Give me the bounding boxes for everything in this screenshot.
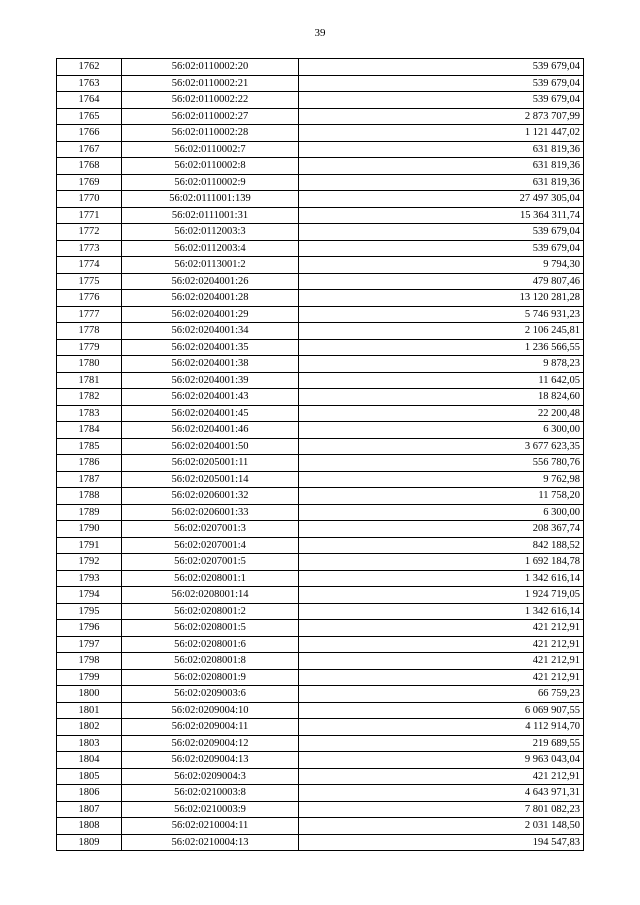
table-row — [57, 768, 584, 785]
cadastral-number-cell: 56:02:0208001:5 — [122, 620, 299, 637]
row-number-cell: 1807 — [57, 801, 122, 818]
row-number-cell: 1795 — [57, 603, 122, 620]
row-number-cell: 1791 — [57, 537, 122, 554]
cadastral-value-cell: 2 031 148,50 — [299, 818, 584, 835]
row-number-cell: 1804 — [57, 752, 122, 769]
cadastral-value-cell: 208 367,74 — [299, 521, 584, 538]
table-row — [57, 570, 584, 587]
row-number-cell: 1766 — [57, 125, 122, 142]
cadastral-number-cell: 56:02:0110002:28 — [122, 125, 299, 142]
cadastral-number-cell: 56:02:0208001:2 — [122, 603, 299, 620]
cadastral-value-cell: 6 300,00 — [299, 504, 584, 521]
table-row — [57, 273, 584, 290]
table-row — [57, 620, 584, 637]
cadastral-number-cell: 56:02:0204001:35 — [122, 339, 299, 356]
table-row — [57, 752, 584, 769]
cadastral-value-cell: 9 794,30 — [299, 257, 584, 274]
row-number-cell: 1788 — [57, 488, 122, 505]
row-number-cell: 1803 — [57, 735, 122, 752]
row-number-cell: 1798 — [57, 653, 122, 670]
table-row — [57, 521, 584, 538]
table-row — [57, 92, 584, 109]
row-number-cell: 1806 — [57, 785, 122, 802]
cadastral-number-cell: 56:02:0206001:33 — [122, 504, 299, 521]
row-number-cell: 1769 — [57, 174, 122, 191]
table-row — [57, 290, 584, 307]
table-row — [57, 339, 584, 356]
cadastral-value-cell: 15 364 311,74 — [299, 207, 584, 224]
row-number-cell: 1785 — [57, 438, 122, 455]
row-number-cell: 1772 — [57, 224, 122, 241]
row-number-cell: 1781 — [57, 372, 122, 389]
cadastral-value-cell: 556 780,76 — [299, 455, 584, 472]
table-row — [57, 158, 584, 175]
row-number-cell: 1787 — [57, 471, 122, 488]
cadastral-number-cell: 56:02:0112003:3 — [122, 224, 299, 241]
cadastral-value-cell: 6 069 907,55 — [299, 702, 584, 719]
cadastral-number-cell: 56:02:0204001:26 — [122, 273, 299, 290]
cadastral-number-cell: 56:02:0208001:8 — [122, 653, 299, 670]
cadastral-value-cell: 11 758,20 — [299, 488, 584, 505]
cadastral-number-cell: 56:02:0207001:3 — [122, 521, 299, 538]
cadastral-value-cell: 1 692 184,78 — [299, 554, 584, 571]
cadastral-value-cell: 539 679,04 — [299, 240, 584, 257]
table-row — [57, 207, 584, 224]
row-number-cell: 1768 — [57, 158, 122, 175]
cadastral-value-cell: 9 878,23 — [299, 356, 584, 373]
cadastral-value-cell: 539 679,04 — [299, 92, 584, 109]
table-row — [57, 224, 584, 241]
cadastral-value-table — [56, 58, 584, 851]
cadastral-number-cell: 56:02:0110002:7 — [122, 141, 299, 158]
cadastral-number-cell: 56:02:0209004:3 — [122, 768, 299, 785]
table-row — [57, 372, 584, 389]
row-number-cell: 1782 — [57, 389, 122, 406]
row-number-cell: 1797 — [57, 636, 122, 653]
cadastral-value-cell: 22 200,48 — [299, 405, 584, 422]
row-number-cell: 1799 — [57, 669, 122, 686]
cadastral-number-cell: 56:02:0204001:39 — [122, 372, 299, 389]
cadastral-value-cell: 27 497 305,04 — [299, 191, 584, 208]
cadastral-number-cell: 56:02:0209004:12 — [122, 735, 299, 752]
row-number-cell: 1776 — [57, 290, 122, 307]
table-row — [57, 59, 584, 76]
cadastral-number-cell: 56:02:0206001:32 — [122, 488, 299, 505]
cadastral-number-cell: 56:02:0110002:27 — [122, 108, 299, 125]
table-row — [57, 174, 584, 191]
cadastral-value-cell: 4 643 971,31 — [299, 785, 584, 802]
cadastral-number-cell: 56:02:0204001:28 — [122, 290, 299, 307]
table-row — [57, 422, 584, 439]
cadastral-value-cell: 421 212,91 — [299, 653, 584, 670]
cadastral-number-cell: 56:02:0208001:6 — [122, 636, 299, 653]
cadastral-value-cell: 421 212,91 — [299, 669, 584, 686]
table-row — [57, 125, 584, 142]
cadastral-value-cell: 13 120 281,28 — [299, 290, 584, 307]
table-row — [57, 801, 584, 818]
row-number-cell: 1764 — [57, 92, 122, 109]
table-row — [57, 471, 584, 488]
cadastral-number-cell: 56:02:0210003:9 — [122, 801, 299, 818]
row-number-cell: 1783 — [57, 405, 122, 422]
cadastral-value-cell: 219 689,55 — [299, 735, 584, 752]
row-number-cell: 1793 — [57, 570, 122, 587]
row-number-cell: 1780 — [57, 356, 122, 373]
cadastral-number-cell: 56:02:0207001:4 — [122, 537, 299, 554]
row-number-cell: 1775 — [57, 273, 122, 290]
row-number-cell: 1809 — [57, 834, 122, 851]
table-row — [57, 141, 584, 158]
table-row — [57, 669, 584, 686]
cadastral-value-cell: 631 819,36 — [299, 158, 584, 175]
table-row — [57, 504, 584, 521]
table-row — [57, 653, 584, 670]
row-number-cell: 1773 — [57, 240, 122, 257]
cadastral-number-cell: 56:02:0209004:11 — [122, 719, 299, 736]
cadastral-number-cell: 56:02:0208001:9 — [122, 669, 299, 686]
cadastral-number-cell: 56:02:0208001:14 — [122, 587, 299, 604]
cadastral-value-cell: 479 807,46 — [299, 273, 584, 290]
cadastral-value-cell: 842 188,52 — [299, 537, 584, 554]
table-row — [57, 405, 584, 422]
cadastral-number-cell: 56:02:0111001:139 — [122, 191, 299, 208]
cadastral-value-cell: 9 762,98 — [299, 471, 584, 488]
table-row — [57, 834, 584, 851]
table-row — [57, 455, 584, 472]
cadastral-number-cell: 56:02:0207001:5 — [122, 554, 299, 571]
cadastral-value-cell: 6 300,00 — [299, 422, 584, 439]
cadastral-value-cell: 1 342 616,14 — [299, 570, 584, 587]
cadastral-number-cell: 56:02:0204001:46 — [122, 422, 299, 439]
cadastral-number-cell: 56:02:0110002:21 — [122, 75, 299, 92]
table-row — [57, 191, 584, 208]
row-number-cell: 1800 — [57, 686, 122, 703]
table-row — [57, 356, 584, 373]
cadastral-number-cell: 56:02:0111001:31 — [122, 207, 299, 224]
row-number-cell: 1801 — [57, 702, 122, 719]
cadastral-number-cell: 56:02:0210004:11 — [122, 818, 299, 835]
table-row — [57, 785, 584, 802]
cadastral-number-cell: 56:02:0209003:6 — [122, 686, 299, 703]
cadastral-number-cell: 56:02:0210003:8 — [122, 785, 299, 802]
table-row — [57, 603, 584, 620]
row-number-cell: 1789 — [57, 504, 122, 521]
cadastral-value-cell: 11 642,05 — [299, 372, 584, 389]
row-number-cell: 1784 — [57, 422, 122, 439]
row-number-cell: 1778 — [57, 323, 122, 340]
cadastral-value-cell: 2 873 707,99 — [299, 108, 584, 125]
cadastral-value-cell: 421 212,91 — [299, 768, 584, 785]
cadastral-value-cell: 539 679,04 — [299, 75, 584, 92]
row-number-cell: 1790 — [57, 521, 122, 538]
cadastral-number-cell: 56:02:0204001:34 — [122, 323, 299, 340]
row-number-cell: 1794 — [57, 587, 122, 604]
row-number-cell: 1786 — [57, 455, 122, 472]
cadastral-value-cell: 3 677 623,35 — [299, 438, 584, 455]
cadastral-number-cell: 56:02:0205001:11 — [122, 455, 299, 472]
cadastral-number-cell: 56:02:0110002:20 — [122, 59, 299, 76]
cadastral-value-cell: 1 342 616,14 — [299, 603, 584, 620]
cadastral-value-cell: 1 924 719,05 — [299, 587, 584, 604]
cadastral-value-cell: 539 679,04 — [299, 224, 584, 241]
table-row — [57, 257, 584, 274]
row-number-cell: 1808 — [57, 818, 122, 835]
table-row — [57, 636, 584, 653]
row-number-cell: 1802 — [57, 719, 122, 736]
table-row — [57, 438, 584, 455]
cadastral-value-cell: 5 746 931,23 — [299, 306, 584, 323]
row-number-cell: 1777 — [57, 306, 122, 323]
row-number-cell: 1796 — [57, 620, 122, 637]
cadastral-value-cell: 1 236 566,55 — [299, 339, 584, 356]
row-number-cell: 1770 — [57, 191, 122, 208]
table-row — [57, 818, 584, 835]
row-number-cell: 1805 — [57, 768, 122, 785]
cadastral-number-cell: 56:02:0204001:43 — [122, 389, 299, 406]
row-number-cell: 1771 — [57, 207, 122, 224]
cadastral-value-cell: 9 963 043,04 — [299, 752, 584, 769]
cadastral-value-cell: 2 106 245,81 — [299, 323, 584, 340]
cadastral-number-cell: 56:02:0110002:9 — [122, 174, 299, 191]
cadastral-number-cell: 56:02:0204001:38 — [122, 356, 299, 373]
cadastral-number-cell: 56:02:0205001:14 — [122, 471, 299, 488]
table-row — [57, 488, 584, 505]
table-body — [57, 59, 584, 851]
cadastral-number-cell: 56:02:0209004:10 — [122, 702, 299, 719]
row-number-cell: 1779 — [57, 339, 122, 356]
cadastral-value-cell: 1 121 447,02 — [299, 125, 584, 142]
cadastral-value-cell: 631 819,36 — [299, 174, 584, 191]
table-row — [57, 537, 584, 554]
cadastral-value-cell: 4 112 914,70 — [299, 719, 584, 736]
table-row — [57, 389, 584, 406]
cadastral-value-cell: 194 547,83 — [299, 834, 584, 851]
table-row — [57, 240, 584, 257]
table-row — [57, 323, 584, 340]
cadastral-number-cell: 56:02:0110002:22 — [122, 92, 299, 109]
table-row — [57, 735, 584, 752]
cadastral-value-cell: 539 679,04 — [299, 59, 584, 76]
row-number-cell: 1767 — [57, 141, 122, 158]
table-row — [57, 686, 584, 703]
cadastral-value-cell: 18 824,60 — [299, 389, 584, 406]
cadastral-value-cell: 66 759,23 — [299, 686, 584, 703]
cadastral-number-cell: 56:02:0209004:13 — [122, 752, 299, 769]
row-number-cell: 1765 — [57, 108, 122, 125]
row-number-cell: 1762 — [57, 59, 122, 76]
table-row — [57, 587, 584, 604]
cadastral-value-cell: 7 801 082,23 — [299, 801, 584, 818]
row-number-cell: 1774 — [57, 257, 122, 274]
table-row — [57, 75, 584, 92]
row-number-cell: 1763 — [57, 75, 122, 92]
cadastral-value-cell: 421 212,91 — [299, 636, 584, 653]
cadastral-number-cell: 56:02:0204001:45 — [122, 405, 299, 422]
row-number-cell: 1792 — [57, 554, 122, 571]
table-row — [57, 719, 584, 736]
cadastral-number-cell: 56:02:0112003:4 — [122, 240, 299, 257]
cadastral-number-cell: 56:02:0204001:29 — [122, 306, 299, 323]
cadastral-value-cell: 421 212,91 — [299, 620, 584, 637]
cadastral-number-cell: 56:02:0110002:8 — [122, 158, 299, 175]
cadastral-number-cell: 56:02:0208001:1 — [122, 570, 299, 587]
cadastral-number-cell: 56:02:0113001:2 — [122, 257, 299, 274]
page-number: 39 — [314, 27, 326, 39]
cadastral-number-cell: 56:02:0204001:50 — [122, 438, 299, 455]
table-row — [57, 306, 584, 323]
table-row — [57, 108, 584, 125]
cadastral-number-cell: 56:02:0210004:13 — [122, 834, 299, 851]
table-row — [57, 554, 584, 571]
table-row — [57, 702, 584, 719]
cadastral-value-cell: 631 819,36 — [299, 141, 584, 158]
